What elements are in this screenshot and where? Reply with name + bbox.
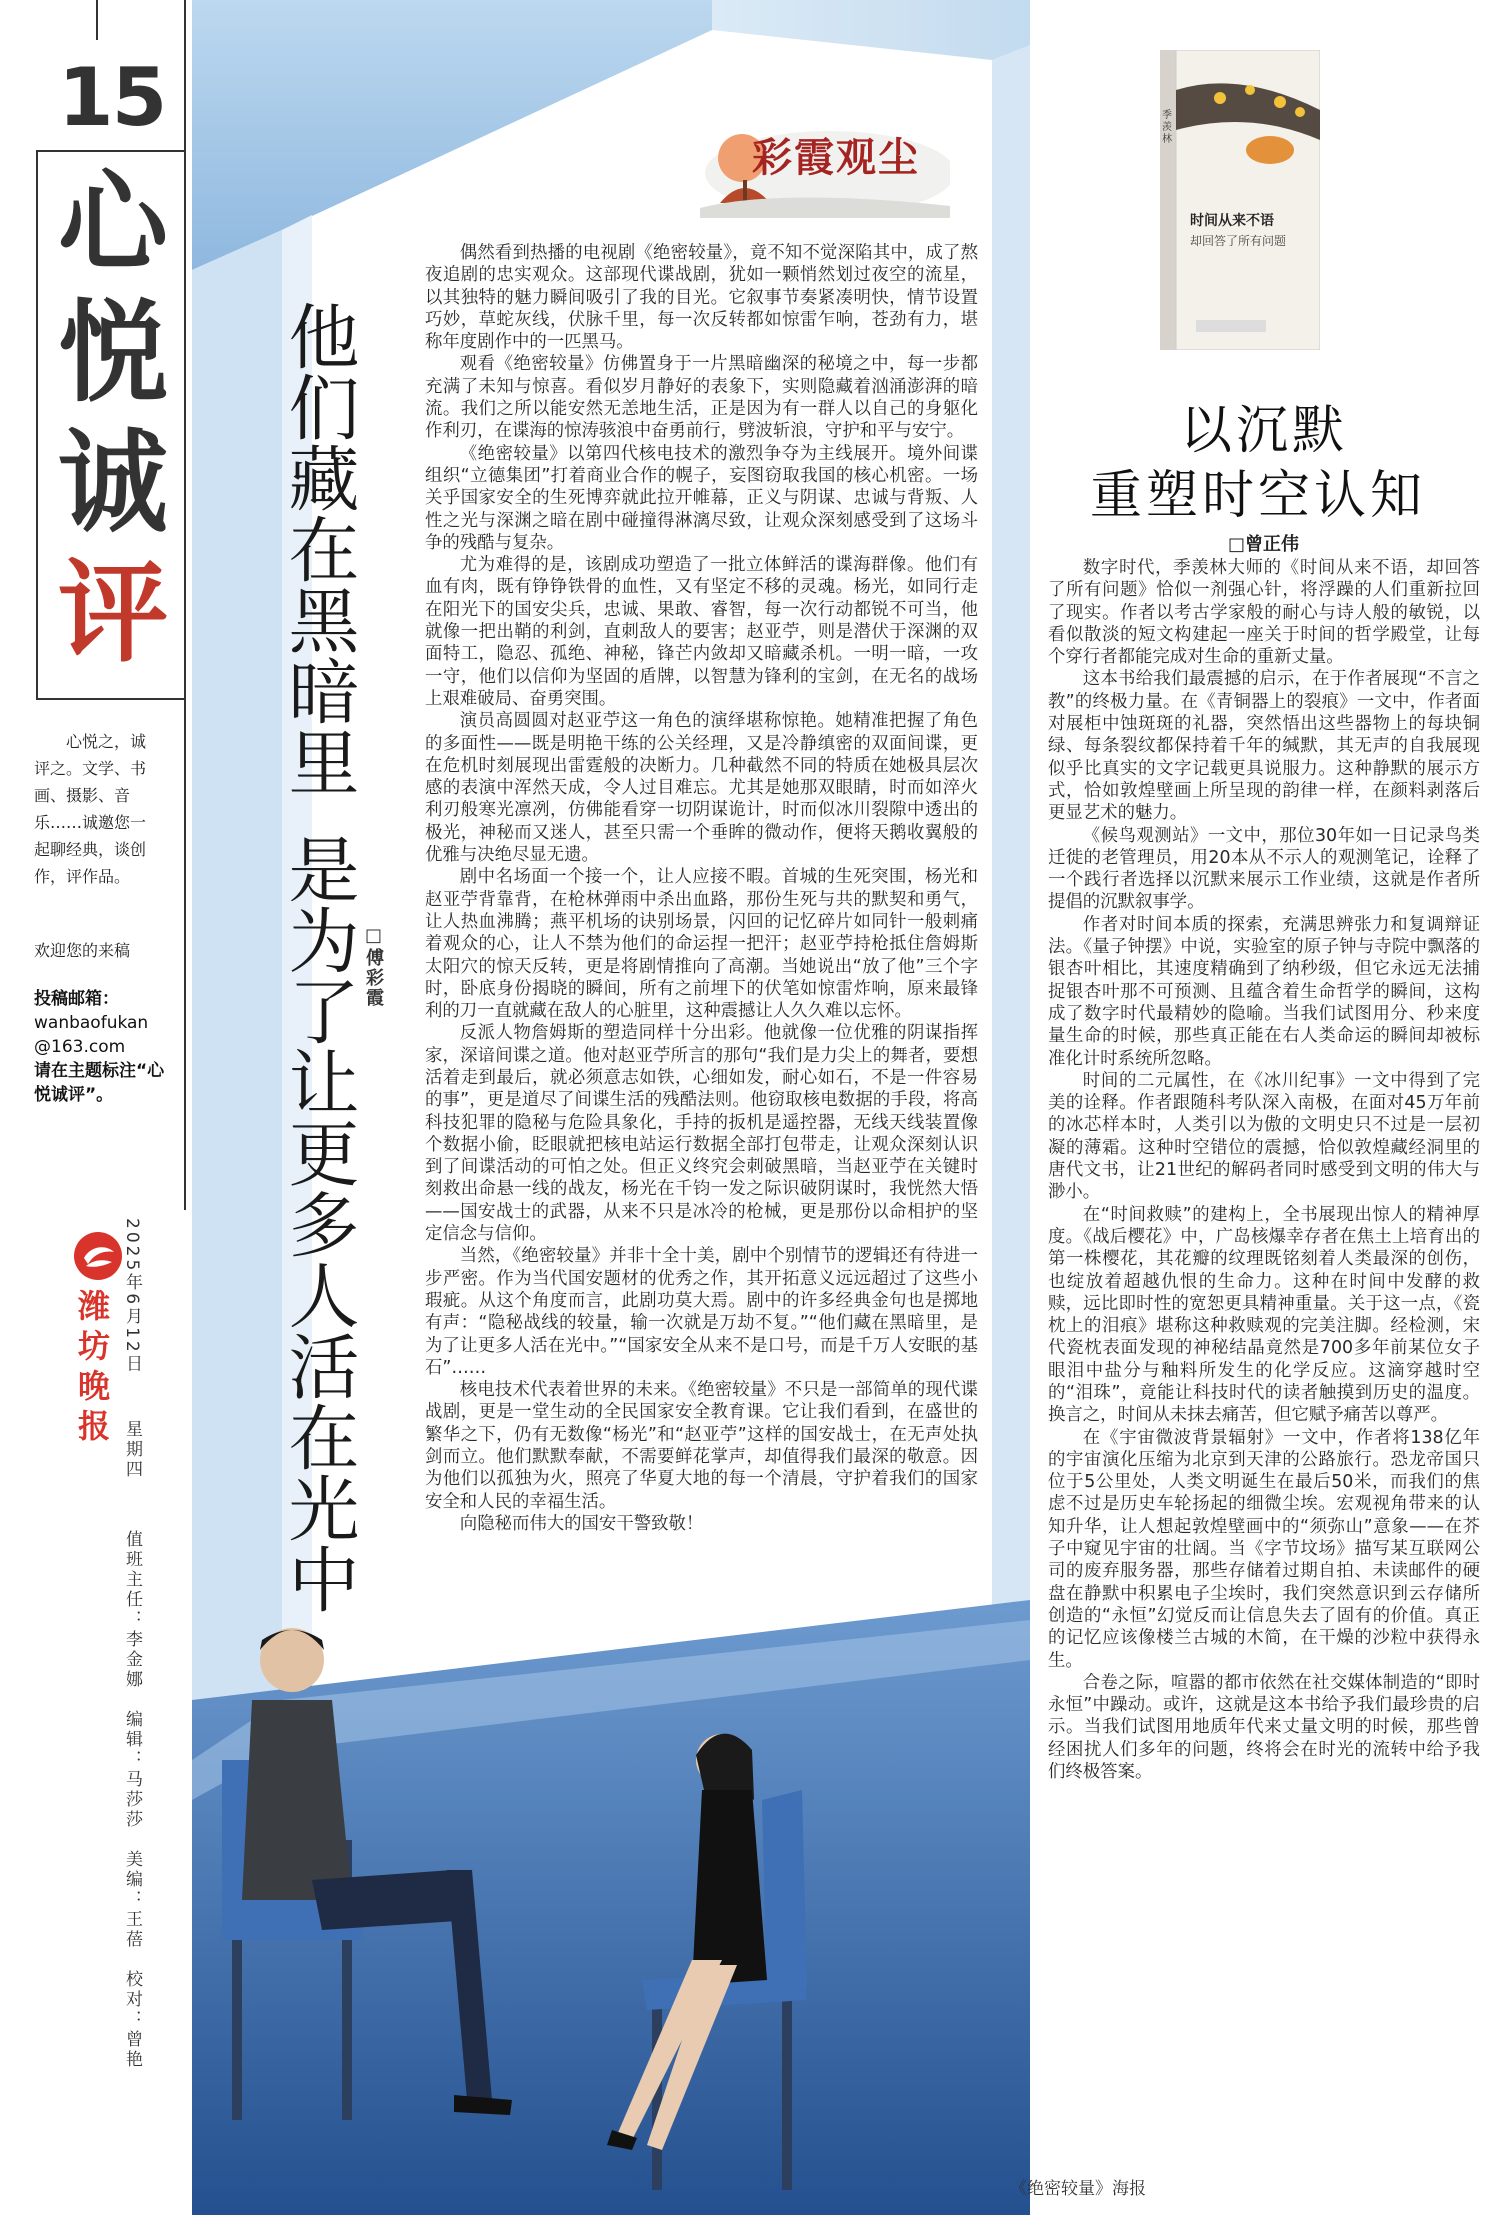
paragraph: 数字时代，季羡林大师的《时间从来不语，却回答了所有问题》恰似一剂强心针，将浮躁的人们重新拉回了现实。作者以考古学家般的耐心与诗人般的敏锐，以看似散淡的短文构建起一座关于时间的哲学殿堂，让每个穿行者都能完成对生命的重新丈量。 [1048,558,1480,668]
right-article-title-line-1: 以沉默 [1180,401,1349,461]
column-title [38,158,188,698]
main-article-title [268,300,368,1614]
divider-line [36,150,186,152]
email-line-2[interactable]: @163.com [34,1037,126,1057]
newspaper-logo-icon [74,1232,122,1280]
divider-line [96,0,98,40]
column-title-char: 诚 [58,418,168,547]
column-intro [34,728,152,890]
main-title-line-1: 他们藏在黑暗里 [277,300,360,797]
paragraph: 当然，《绝密较量》并非十全十美，剧中个别情节的逻辑还有待进一步严密。作为当代国安题材的优秀之作，其开拓意义远远超过了这些小瑕疵。从这个角度而言，此剧功莫大焉。剧中的许多经典金句也是掷地有声：“隐秘战线的较量，输一次就是万劫不复。”“他们藏在黑暗里，是为了让更多人活在光中。”“国家安全从来不是口号，而是千万人安眠的基石”…… [425,1246,978,1378]
staff-credits: 值班主任：李金娜 编辑：马莎莎 美编：王蓓 校对：曾艳 [122,1530,142,2070]
paragraph: 《绝密较量》以第四代核电技术的激烈争夺为主线展开。境外间谍组织“立德集团”打着商业合作的幌子，妄图窃取我国的核心机密。一场关乎国家安全的生死博弈就此拉开帷幕，正义与阴谋、忠诚与背叛、人性之光与深渊之暗在剧中碰撞得淋漓尽致，让观众深刻感受到了这场斗争的残酷与复杂。 [425,443,978,553]
column-title-char: 悦 [58,288,168,417]
paragraph: 观看《绝密较量》仿佛置身于一片黑暗幽深的秘境之中，每一步都充满了未知与惊喜。看似岁月静好的表象下，实则隐藏着汹涌澎湃的暗流。我们之所以能安然无恙地生活，正是因为有一群人以自己的身躯化作利刃，在谍海的惊涛骇浪中奋勇前行，劈波斩浪，守护和平与安宁。 [425,354,978,442]
paragraph: 反派人物詹姆斯的塑造同样十分出彩。他就像一位优雅的阴谋指挥家，深谙间谍之道。他对赵亚苧所言的那句“我们是力尖上的舞者，要想活着走到最后，就必须意志如铁，心细如发，耐心如石，不是一件容易的事”，更是道尽了间谍生活的残酷法则。他窃取核电数据的手段，将高科技犯罪的隐秘与危险具象化，手持的扳机是遥控器，无线天线装置像个数据小偷，眨眼就把核电站运行数据全部打包带走，让观众深刻认识到了间谍活动的可怕之处。但正义终究会刺破黑暗，当赵亚苧在关键时刻救出命悬一线的战友，杨光在千钧一发之际识破阴谋时，我恍然大悟——国安战士的武器，从来不只是冰冷的枪械，更是那份以命相护的坚定信念与信仰。 [425,1023,978,1245]
paragraph: 向隐秘而伟大的国安干警致敬！ [459,1513,704,1534]
issue-date: 2025年6月12日 [122,1218,142,1375]
right-article-author: □曾正伟 [1228,534,1300,555]
paragraph: 尤为难得的是，该剧成功塑造了一批立体鲜活的谍海群像。他们有血有肉，既有铮铮铁骨的血性，又有坚定不移的灵魂。杨光，如同行走在阳光下的国安尖兵，忠诚、果敢、睿智，每一次行动都锐不可当，他就像一把出鞘的利剑，直刺敌人的要害；赵亚苧，则是潜伏于深渊的双面特工，隐忍、孤绝、神秘，锋芒内敛却又暗藏杀机。一明一暗，一攻一守，他们以信仰为坚固的盾牌，以智慧为锋利的宝剑，在无名的战场上艰难破局、奋勇突围。 [425,555,978,709]
book-subtitle: 却回答了所有问题 [1190,234,1287,248]
contact-info [34,987,179,1107]
column-title-char: 评 [58,548,168,677]
main-article-author: □傅彩霞 [363,925,384,1008]
column-title-char: 心 [58,158,168,287]
main-title-line-2: 是为了让更多人活在光中 [277,833,360,1614]
right-article-body [1048,557,1480,1783]
poster-caption: 《绝密较量》海报 [1010,2179,1146,2199]
welcome-text: 欢迎您的来稿 [34,941,131,960]
divider-line [36,698,186,700]
book-author: 季羡林 [1162,110,1172,145]
paragraph: 剧中名场面一个接一个，让人应接不暇。首城的生死突围，杨光和赵亚苧背靠背，在枪林弹雨中杀出血路，那份生死与共的默契和勇气，让人热血沸腾；燕平机场的诀别场景，闪回的记忆碎片如同针一般刺痛着观众的心，让人不禁为他们的命运捏一把汗；赵亚苧持枪抵住詹姆斯太阳穴的惊天反转，更是将剧情推向了高潮。当她说出“放了他”三个字时，卧底身份揭晓的瞬间，所有之前埋下的伏笔如惊雷炸响，原来最锋利的刀一直就藏在敌人的心脏里，这种震撼让人久久难以忘怀。 [425,867,978,1022]
paragraph: 这本书给我们最震撼的启示，在于作者展现“不言之教”的终极力量。在《青铜器上的裂痕》一文中，作者面对展柜中蚀斑斑的礼器，突然悟出这些器物上的每块铜绿、每条裂纹都保持着千年的缄默，其无声的自我展现似乎比真实的文字记载更具说服力。这种静默的展示方式，恰如敦煌壁画上所呈现的韵律一样，在颜料剥落后更显艺术的魅力。 [1048,669,1480,824]
paragraph: 在《宇宙微波背景辐射》一文中，作者将138亿年的宇宙演化压缩为北京到天津的公路旅行。恐龙帝国只位于5公里处，人类文明诞生在最后50米，而我们的焦虑不过是历史车轮扬起的细微尘埃。宏观视角带来的认知升华，让人想起敦煌壁画中的“须弥山”意象——在芥子中窥见宇宙的壮阔。当《字节坟场》描写某互联网公司的废弃服务器，那些存储着过期自拍、未读邮件的硬盘在静默中积累电子尘埃时，我们突然意识到云存储所创造的“永恒”幻觉反而让信息失去了固有的价值。真正的记忆应该像楼兰古城的木简，在干燥的沙粒中获得永生。 [1048,1427,1480,1671]
paragraph: 在“时间救赎”的建构上，全书展现出惊人的精神厚度。《战后樱花》中，广岛核爆幸存者在焦土上培育出的第一株樱花，其花瓣的纹理既铭刻着人类最深的创伤，也绽放着超越仇恨的生命力。这种在时间中发酵的救赎，远比即时性的宽恕更具精神重量。关于这一点，《瓷枕上的泪痕》堪称这种救赎观的完美注脚。经检测，宋代瓷枕表面发现的神秘结晶竟然是700多年前某位女子眼泪中盐分与釉料所发生的化学反应。这滴穿越时空的“泪珠”，竟能让科技时代的读者触摸到历史的温度。换言之，时间从未抹去痛苦，但它赋予痛苦以尊严。 [1048,1204,1480,1426]
main-article-body [425,242,978,1535]
right-article-title-line-2: 重塑时空认知 [1090,466,1427,526]
intro-text: 心悦之，诚评之。文学、书画、摄影、音乐……诚邀您一起聊经典，谈创作，评作品。 [34,732,147,886]
paragraph: 《候鸟观测站》一文中，那位30年如一日记录鸟类迁徙的老管理员，用20本从不示人的观测笔记，诠释了一个践行者选择以沉默来展示工作业绩，这就是作者所提倡的沉默叙事学。 [1048,825,1480,913]
email-line-1[interactable]: wanbaofukan [34,1013,149,1033]
paragraph: 核电技术代表着世界的未来。《绝密较量》不只是一部简单的现代谍战剧，更是一堂生动的全民国家安全教育课。它让我们看到，在盛世的繁华之下，仍有无数像“杨光”和“赵亚苧”这样的国安战士，在无声处执剑而立。他们默默奉献，不需要鲜花掌声，却值得我们最深的敬意。因为他们以孤独为火，照亮了华夏大地的每一个清晨，守护着我们的国家安全和人民的幸福生活。 [425,1380,978,1512]
email-label: 投稿邮箱： [34,989,119,1009]
paragraph: 演员高圆圆对赵亚苧这一角色的演绎堪称惊艳。她精准把握了角色的多面性——既是明艳干练的公关经理，又是冷静缜密的双面间谍，更在危机时刻展现出雷霆般的决断力。几种截然不同的特质在她极具层次感的表演中浑然天成，令人过目难忘。尤其是她那双眼睛，时而如淬火利刃般寒光凛冽，仿佛能看穿一切阴谋诡计，时而似冰川裂隙中透出的极光，神秘而又迷人，甚至只需一个垂眸的微动作，便将天鹅收翼般的优雅与决绝尽显无遗。 [425,711,978,866]
paragraph: 时间的二元属性，在《冰川纪事》一文中得到了完美的诠释。作者跟随科考队深入南极，在面对45万年前的冰芯样本时，人类引以为傲的文明史只不过是一层初凝的薄霜。这种时空错位的震撼，恰似敦煌藏经洞里的唐代文书，让21世纪的解码者同时感受到文明的伟大与渺小。 [1048,1070,1480,1203]
paragraph: 偶然看到热播的电视剧《绝密较量》，竟不知不觉深陷其中，成了熬夜追剧的忠实观众。这部现代谍战剧，犹如一颗悄然划过夜空的流星，以其独特的魅力瞬间吸引了我的目光。它叙事节奏紧凑明快，情节设置巧妙，草蛇灰线，伏脉千里，每一次反转都如惊雷乍响，苍劲有力，堪称年度剧作中的一匹黑马。 [425,243,978,353]
submission-note: 请在主题标注“心悦诚评”。 [34,1061,165,1105]
newspaper-logo: 潍坊晚报 [77,1287,110,1445]
paragraph: 合卷之际，喧嚣的都市依然在社交媒体制造的“即时永恒”中躁动。或许，这就是这本书给予我们最珍贵的启示。当我们试图用地质年代来丈量文明的时候，那些曾经困扰人们多年的问题，终将会在时光的流转中给予我们终极答案。 [1048,1672,1480,1783]
section-badge-text: 彩霞观尘 [752,134,920,181]
cat-icon [1246,136,1294,164]
paragraph: 作者对时间本质的探索，充满思辨张力和复调辩证法。《量子钟摆》中说，实验室的原子钟与寺院中飘落的银杏叶相比，其速度精确到了纳秒级，但它永远无法捕捉银杏叶那不可预测、且蕴含着生命哲学的瞬间，这构成了数字时代最精妙的隐喻。当我们试图用分、秒来度量生命的时候，那些真正能在右人类命运的瞬间却被标准化计时系统所忽略。 [1048,914,1480,1069]
book-title: 时间从来不语 [1190,213,1274,229]
book-cover [1160,50,1320,350]
issue-weekday: 星期四 [122,1420,142,1480]
page-number: 15 [58,51,166,144]
